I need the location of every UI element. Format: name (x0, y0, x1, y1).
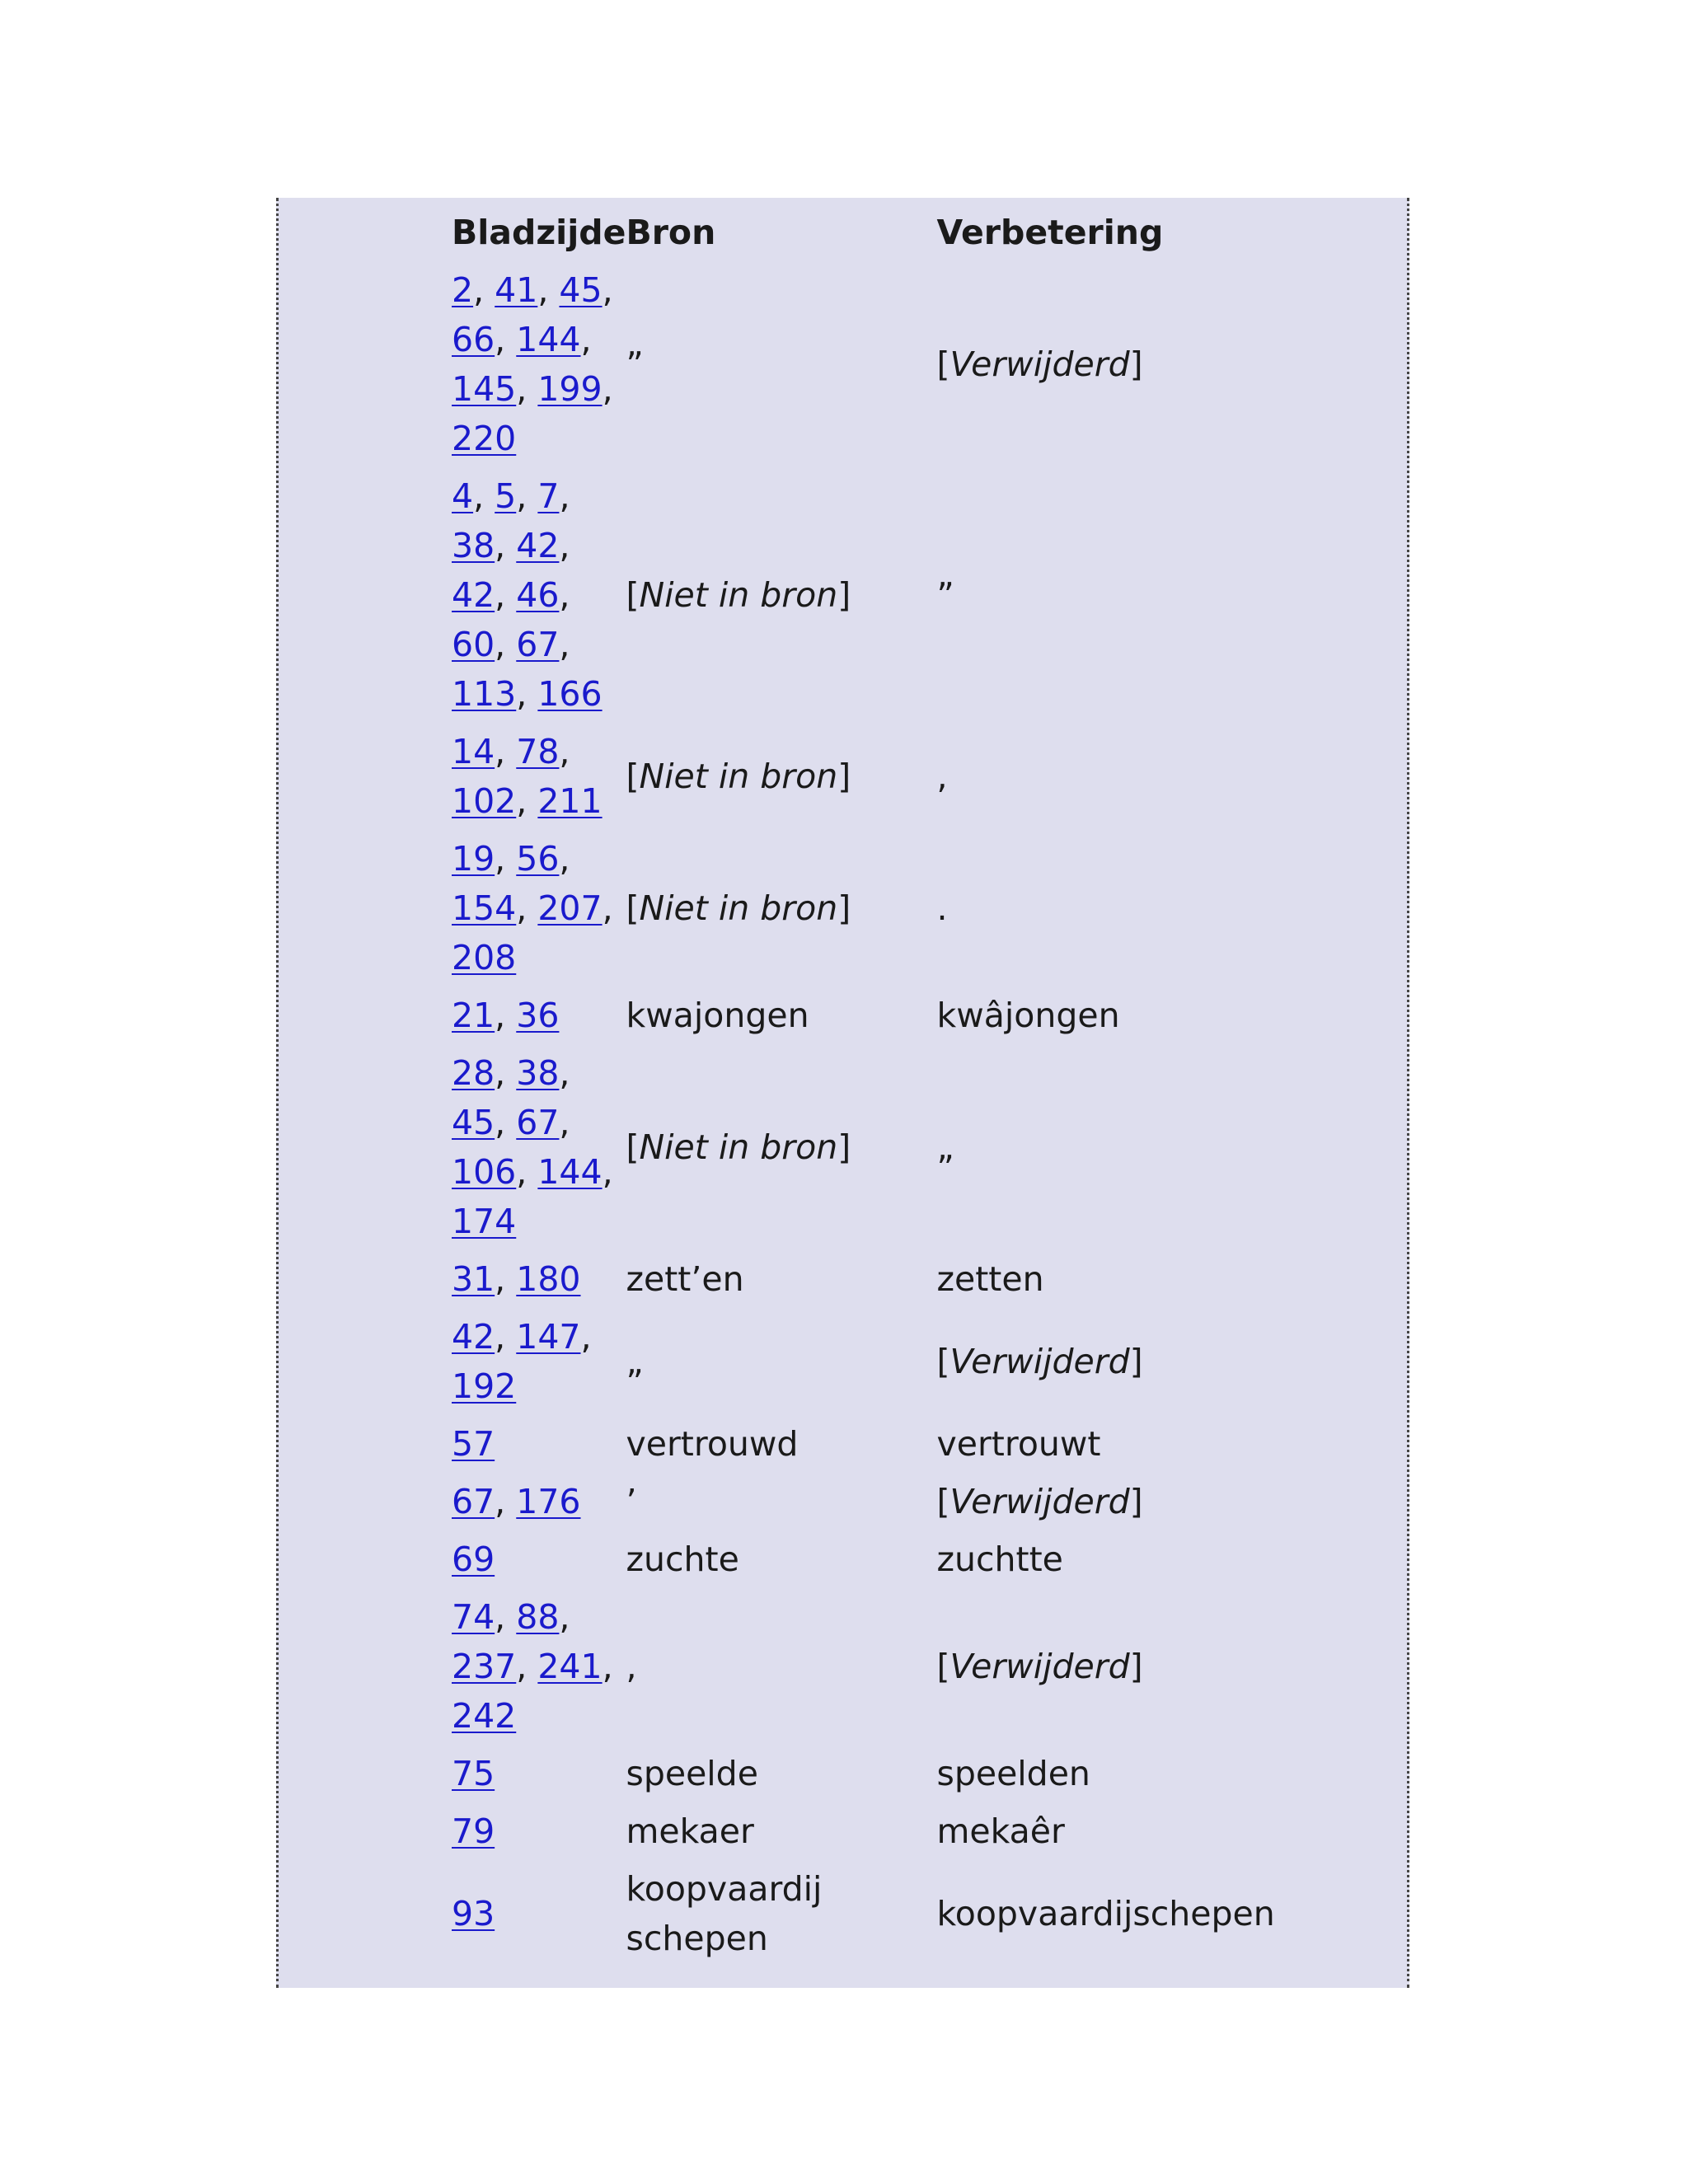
table-row (452, 1807, 1348, 1864)
correction-cell-text: speelden (936, 1754, 1090, 1793)
source-cell-text: [Niet in bron] (626, 757, 851, 796)
correction-cell (936, 727, 1348, 834)
page-link[interactable]: 2 (452, 270, 474, 310)
editorial-note: Verwijderd (950, 1647, 1130, 1686)
source-cell (626, 1807, 936, 1864)
page-links-cell (452, 1535, 626, 1592)
separator: , (580, 320, 592, 359)
source-cell-text: speelde (626, 1754, 758, 1793)
page-link[interactable]: 45 (452, 1103, 495, 1142)
page-link[interactable]: 174 (452, 1202, 517, 1241)
page-link[interactable]: 41 (495, 270, 538, 310)
separator: , (602, 369, 613, 409)
source-cell-text: [Niet in bron] (626, 575, 851, 615)
separator: , (516, 369, 538, 409)
source-cell (626, 471, 936, 727)
page-links-cell (452, 265, 626, 471)
source-cell-text: „ (626, 1342, 644, 1381)
page-link[interactable]: 7 (537, 476, 560, 516)
page-link[interactable]: 208 (452, 938, 517, 977)
correction-cell (936, 1807, 1348, 1864)
separator: , (516, 674, 538, 714)
separator: , (473, 476, 495, 516)
source-cell-text: vertrouwd (626, 1424, 799, 1464)
separator: , (495, 526, 517, 565)
page-link[interactable]: 144 (537, 1152, 603, 1192)
separator: , (559, 1103, 570, 1142)
source-cell (626, 727, 936, 834)
editorial-note: Niet in bron (639, 575, 838, 615)
correction-cell (936, 265, 1348, 471)
source-cell-text: ” (626, 344, 644, 384)
page-link[interactable]: 241 (537, 1647, 603, 1686)
correction-cell-text: koopvaardijschepen (936, 1894, 1275, 1933)
correction-cell-text: „ (936, 1127, 954, 1167)
page-link[interactable]: 113 (452, 674, 517, 714)
source-cell (626, 1477, 936, 1535)
source-cell (626, 991, 936, 1048)
separator: , (516, 1647, 538, 1686)
page-link[interactable]: 237 (452, 1647, 517, 1686)
page-link[interactable]: 211 (537, 781, 603, 821)
page-links-cell (452, 727, 626, 834)
correction-cell (936, 1254, 1348, 1312)
source-cell (626, 1749, 936, 1807)
separator: , (559, 1053, 570, 1093)
page-link[interactable]: 45 (559, 270, 603, 310)
page-link[interactable]: 192 (452, 1366, 517, 1406)
table-row (452, 727, 1348, 834)
page-link[interactable]: 106 (452, 1152, 517, 1192)
page-link[interactable]: 144 (516, 320, 581, 359)
separator: , (516, 476, 538, 516)
editorial-note: Niet in bron (639, 757, 838, 796)
source-cell (626, 1535, 936, 1592)
source-cell-text: [Niet in bron] (626, 1127, 851, 1167)
page-links-cell (452, 1749, 626, 1807)
separator: , (495, 732, 517, 771)
page-link[interactable]: 207 (537, 888, 603, 928)
page-link[interactable]: 31 (452, 1259, 495, 1299)
source-cell (626, 1254, 936, 1312)
separator: , (559, 839, 570, 879)
table-header-row (452, 208, 1348, 265)
correction-cell-text: [Verwijderd] (936, 1482, 1143, 1521)
table-row (452, 834, 1348, 991)
page-link[interactable]: 180 (516, 1259, 581, 1299)
page-link[interactable]: 4 (452, 476, 474, 516)
source-cell-text: zett’en (626, 1259, 744, 1299)
corrections-table (452, 208, 1348, 1971)
separator: , (495, 1103, 517, 1142)
correction-cell (936, 1864, 1348, 1971)
table-row (452, 471, 1348, 727)
separator: , (495, 575, 517, 615)
correction-cell (936, 1749, 1348, 1807)
page-link[interactable]: 176 (516, 1482, 581, 1521)
page-link[interactable]: 199 (537, 369, 603, 409)
page-link[interactable]: 67 (452, 1482, 495, 1521)
page-links-cell (452, 834, 626, 991)
page-link[interactable]: 154 (452, 888, 517, 928)
source-cell-text: mekaer (626, 1811, 754, 1851)
separator: , (580, 1317, 592, 1357)
page-link[interactable]: 57 (452, 1424, 495, 1464)
source-cell-text: , (626, 1647, 637, 1686)
correction-cell (936, 1477, 1348, 1535)
correction-cell-text: , (936, 757, 948, 796)
header-page: Bladzijde (452, 213, 626, 252)
page-links-cell (452, 1807, 626, 1864)
separator: , (495, 625, 517, 664)
correction-cell-text: zetten (936, 1259, 1044, 1299)
header-source: Bron (626, 213, 716, 252)
separator: , (495, 1597, 517, 1637)
page-link[interactable]: 38 (452, 526, 495, 565)
correction-cell-text: [Verwijderd] (936, 1647, 1143, 1686)
page-links-cell (452, 1864, 626, 1971)
separator: , (495, 1482, 517, 1521)
source-cell (626, 834, 936, 991)
correction-cell (936, 1312, 1348, 1419)
page-link[interactable]: 88 (516, 1597, 560, 1637)
page-links-cell (452, 471, 626, 727)
separator: , (473, 270, 495, 310)
page-link[interactable]: 74 (452, 1597, 495, 1637)
page-link[interactable]: 102 (452, 781, 517, 821)
page-link[interactable]: 42 (516, 526, 560, 565)
table-row (452, 1592, 1348, 1749)
page-link[interactable]: 242 (452, 1696, 517, 1736)
correction-cell-text: mekaêr (936, 1811, 1065, 1851)
page-link[interactable]: 145 (452, 369, 517, 409)
correction-cell (936, 1592, 1348, 1749)
source-cell (626, 1864, 936, 1971)
editorial-note: Verwijderd (950, 1342, 1130, 1381)
source-cell-text: kwajongen (626, 996, 809, 1035)
page-link[interactable]: 21 (452, 996, 495, 1035)
page-link[interactable]: 75 (452, 1754, 495, 1793)
corrections-panel (276, 198, 1409, 1988)
page-link[interactable]: 60 (452, 625, 495, 664)
page-link[interactable]: 14 (452, 732, 495, 771)
table-row (452, 991, 1348, 1048)
editorial-note: Verwijderd (950, 344, 1130, 384)
separator: , (516, 888, 538, 928)
page-link[interactable]: 28 (452, 1053, 495, 1093)
correction-cell-text: kwâjongen (936, 996, 1120, 1035)
table-row (452, 1864, 1348, 1971)
page-links-cell (452, 1254, 626, 1312)
source-cell (626, 1419, 936, 1477)
table-row (452, 1312, 1348, 1419)
separator: , (559, 625, 570, 664)
correction-cell (936, 834, 1348, 991)
separator: , (559, 476, 570, 516)
separator: , (495, 1053, 517, 1093)
page-link[interactable]: 79 (452, 1811, 495, 1851)
table-row (452, 1749, 1348, 1807)
source-cell (626, 265, 936, 471)
editorial-note: Niet in bron (639, 888, 838, 928)
separator: , (559, 1597, 570, 1637)
page-link[interactable]: 66 (452, 320, 495, 359)
correction-cell (936, 1048, 1348, 1254)
page-link[interactable]: 38 (516, 1053, 560, 1093)
page-link[interactable]: 36 (516, 996, 560, 1035)
source-cell-text: ’ (626, 1482, 637, 1521)
separator: , (495, 996, 517, 1035)
page-link[interactable]: 42 (452, 575, 495, 615)
page-link[interactable]: 46 (516, 575, 560, 615)
separator: , (495, 1317, 517, 1357)
source-cell-text: koopvaardij schepen (626, 1869, 823, 1958)
page-link[interactable]: 19 (452, 839, 495, 879)
page-link[interactable]: 166 (537, 674, 603, 714)
table-body (452, 265, 1348, 1971)
editorial-note: Niet in bron (639, 1127, 838, 1167)
page-link[interactable]: 93 (452, 1894, 495, 1933)
page-link[interactable]: 69 (452, 1540, 495, 1579)
source-cell-text: [Niet in bron] (626, 888, 851, 928)
table-row (452, 1535, 1348, 1592)
separator: , (516, 781, 538, 821)
separator: , (602, 270, 613, 310)
correction-cell-text: . (936, 888, 948, 928)
table-row (452, 1477, 1348, 1535)
page-link[interactable]: 220 (452, 419, 517, 458)
page-link[interactable]: 78 (516, 732, 560, 771)
separator: , (602, 1152, 613, 1192)
correction-cell-text: ” (936, 575, 954, 615)
editorial-note: Verwijderd (950, 1482, 1130, 1521)
table-row (452, 1254, 1348, 1312)
correction-cell (936, 1419, 1348, 1477)
page-links-cell (452, 1592, 626, 1749)
source-cell (626, 1592, 936, 1749)
separator: , (495, 320, 517, 359)
table-row (452, 265, 1348, 471)
correction-cell-text: zuchtte (936, 1540, 1063, 1579)
page-link[interactable]: 67 (516, 625, 560, 664)
separator: , (495, 1259, 517, 1299)
source-cell-text: zuchte (626, 1540, 739, 1579)
page-links-cell (452, 1312, 626, 1419)
correction-cell-text: vertrouwt (936, 1424, 1101, 1464)
table-row (452, 1419, 1348, 1477)
separator: , (559, 526, 570, 565)
page-links-cell (452, 1477, 626, 1535)
page-links-cell (452, 1048, 626, 1254)
correction-cell (936, 1535, 1348, 1592)
separator: , (537, 270, 560, 310)
separator: , (559, 732, 570, 771)
source-cell (626, 1048, 936, 1254)
separator: , (559, 575, 570, 615)
source-cell (626, 1312, 936, 1419)
page-links-cell (452, 1419, 626, 1477)
page-link[interactable]: 67 (516, 1103, 560, 1142)
page-link[interactable]: 5 (495, 476, 517, 516)
table-row (452, 1048, 1348, 1254)
page-link[interactable]: 42 (452, 1317, 495, 1357)
correction-cell-text: [Verwijderd] (936, 1342, 1143, 1381)
separator: , (602, 1647, 613, 1686)
page-links-cell (452, 991, 626, 1048)
correction-cell (936, 471, 1348, 727)
separator: , (495, 839, 517, 879)
separator: , (602, 888, 613, 928)
header-correction: Verbetering (936, 213, 1164, 252)
page-link[interactable]: 147 (516, 1317, 581, 1357)
separator: , (516, 1152, 538, 1192)
correction-cell-text: [Verwijderd] (936, 344, 1143, 384)
page-link[interactable]: 56 (516, 839, 560, 879)
correction-cell (936, 991, 1348, 1048)
